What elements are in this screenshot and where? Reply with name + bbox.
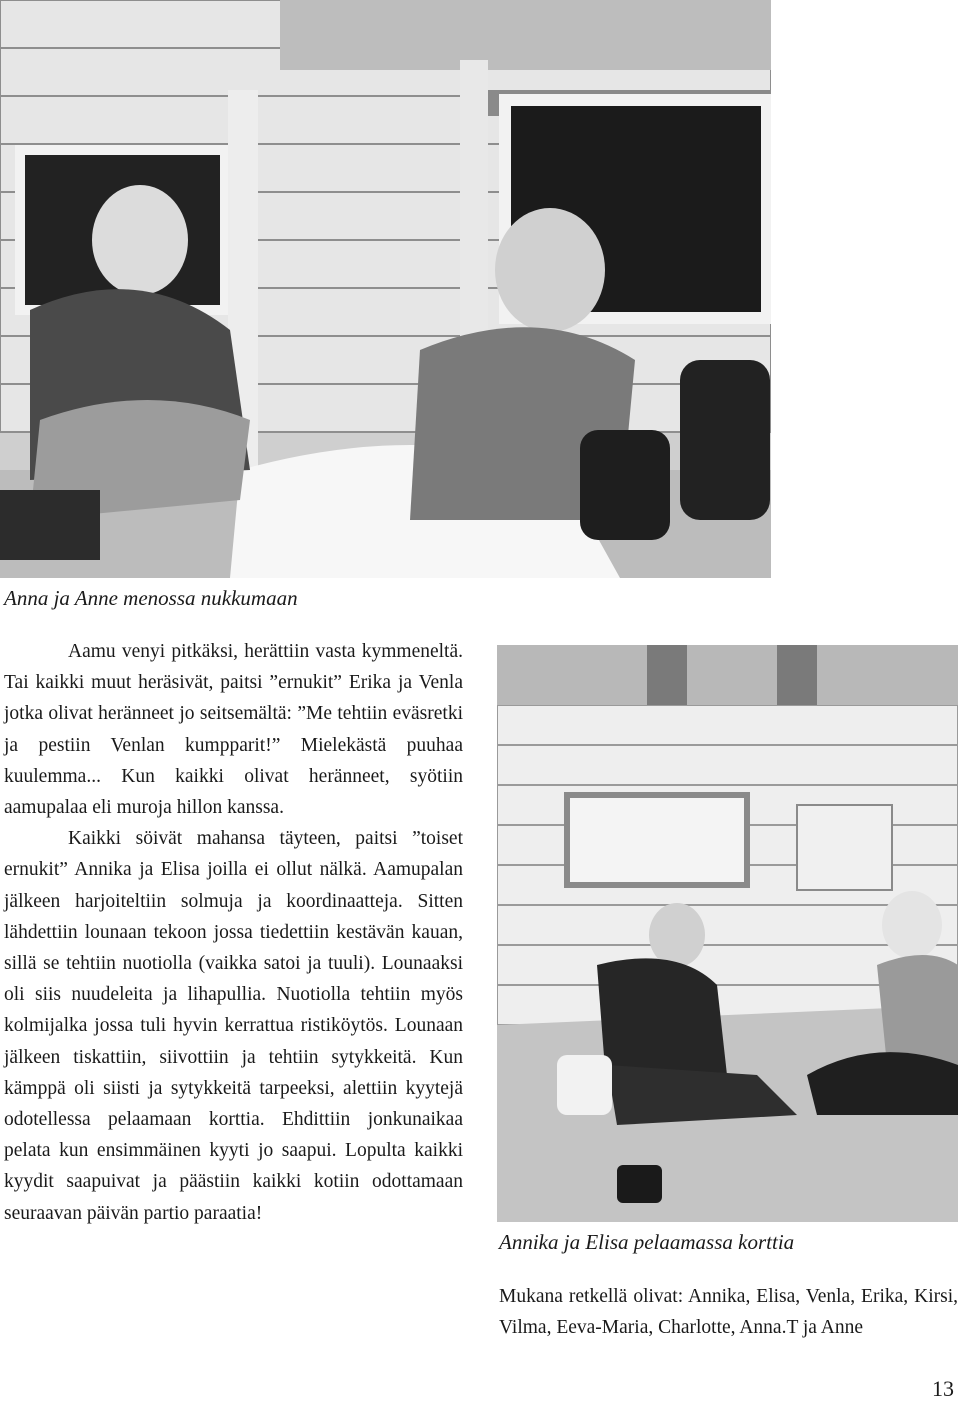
photo-annika-and-elisa-image xyxy=(497,645,958,1222)
participants-note: Mukana retkellä olivat: Annika, Elisa, Venla, Erika, Kirsi, Vilma, Eeva-Maria, Charlotte, Anna.T ja Anne xyxy=(499,1286,958,1339)
page-number: 13 xyxy=(932,1376,954,1401)
photo-caption: Anna ja Anne menossa nukkumaan xyxy=(4,586,298,610)
photo-anna-and-anne xyxy=(0,0,771,578)
article-paragraph: Aamu venyi pitkäksi, herättiin vasta kymmeneltä. Tai kaikki muut heräsivät, paitsi ”ernukit” Erika ja Venla jotka olivat heränneet jo seitsemältä: ”Me tehtiin eväsretki ja pestiin Venlan kumpparit!” Mielekästä puuhaa kuulemma... Kun kaikki olivat heränneet, syötiin aamupalaa eli muroja hillon kanssa. xyxy=(4,641,463,819)
photo-anna-and-anne-image xyxy=(0,0,771,578)
photo-annika-and-elisa xyxy=(497,645,958,1222)
article-body xyxy=(4,636,463,1229)
photo-caption: Annika ja Elisa pelaamassa korttia xyxy=(499,1230,795,1254)
article-paragraph: Kaikki söivät mahansa täyteen, paitsi ”toiset ernukit” Annika ja Elisa joilla ei ollut nälkä. Aamupalan jälkeen harjoiteltiin solmuja ja koordinaatteja. Sitten lähdettiin lounaan tekoon jossa tiedettiin kestävän kauan, sillä se tehtiin nuotiolla (vaikka satoi ja tuuli). Lounaaksi oli siis nuudeleita ja lihapullia. Nuotiolla tehtiin myös kolmijalka jossa tuli hyvin kerrattua ristiköytös. Lounaan jälkeen tiskattiin, siivottiin ja tehtiin sytykkeitä. Kun kämppä oli siisti ja sytykkeitä tarpeeksi, alettiin kyytejä odotellessa pelaamaan korttia. Ehdittiin jonkunaikaa pelata kun ensimmäinen kyyti jo saapui. Lopulta kaikki kyydit saapuivat ja päästiin kaikki kotiin odottamaan seuraavan päivän partio paraatia! xyxy=(4,828,463,1224)
